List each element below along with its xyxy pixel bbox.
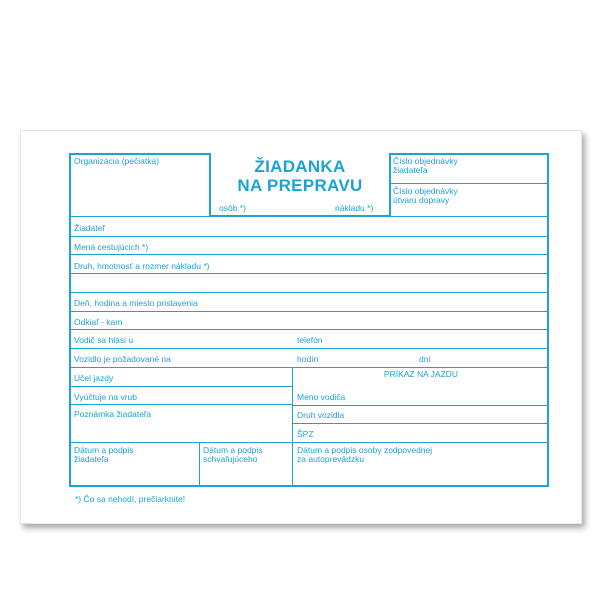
- order-heading: PRÍKAZ NA JAZDU: [383, 369, 459, 379]
- hours-label: hodín: [297, 354, 319, 364]
- days-label: dní: [419, 354, 431, 364]
- signature-divider: [199, 442, 200, 486]
- form-sheet: [20, 130, 582, 524]
- signature-responsible-label: Dátum a podpis osoby zodpovednej za autoprevádzku: [297, 445, 433, 464]
- driver-report-label: Vodič sa hlási u: [74, 335, 134, 345]
- form-title-line2: NA PREPRAVU: [237, 176, 363, 195]
- border-left: [69, 153, 71, 487]
- signature-approver-label: Dátum a podpis schvaľujúceho: [203, 445, 263, 464]
- passenger-names-label: Mená cestujúcich *): [74, 242, 149, 252]
- row-line-9: [69, 367, 549, 368]
- row-line-1: [69, 216, 549, 217]
- border-top-right: [389, 153, 549, 155]
- cargo-label: nákladu *): [335, 203, 374, 213]
- cargo-type-label: Druh, hmotnosť a rozmer nákladu *): [74, 261, 210, 271]
- note-label: Poznámka žiadateľa: [74, 409, 152, 419]
- row-line-12-right: [293, 423, 549, 424]
- transport-request-form: [69, 153, 549, 504]
- row-line-4: [69, 273, 549, 274]
- day-time-place-label: Deň, hodina a miesto pristavenia: [74, 298, 198, 308]
- organization-label: Organizácia (pečiatka): [74, 156, 160, 166]
- from-to-label: Odkiaľ - kam: [74, 317, 123, 327]
- requester-label: Žiadateľ: [74, 223, 105, 233]
- phone-label: telefón: [297, 335, 323, 345]
- vehicle-required-label: Vozidlo je požadované na: [74, 354, 171, 364]
- order-section-divider: [292, 367, 293, 486]
- vehicle-type-label: Druh vozidla: [297, 410, 345, 420]
- persons-label: osôb *): [219, 203, 246, 213]
- row-line-3: [69, 254, 549, 255]
- title-box-right: [389, 153, 391, 217]
- row-line-5: [69, 292, 549, 293]
- row-line-11-right: [293, 405, 549, 406]
- row-line-8: [69, 348, 549, 349]
- order-number-divider: [389, 183, 549, 184]
- border-right: [547, 153, 549, 487]
- signature-requester-label: Dátum a podpis žiadateľa: [74, 445, 134, 464]
- order-number-requester-label: Číslo objednávky žiadateľa: [393, 156, 458, 175]
- border-bottom: [69, 485, 549, 487]
- driver-name-label: Meno vodiča: [297, 392, 346, 402]
- billing-label: Vyúčtuje na vrub: [74, 392, 137, 402]
- border-top-left: [69, 153, 209, 155]
- plate-label: ŠPZ: [297, 429, 314, 439]
- row-line-11-left: [69, 404, 293, 405]
- row-line-2: [69, 236, 549, 237]
- footnote: *) Čo sa nehodí, prečiarknite!: [75, 494, 186, 504]
- row-line-7: [69, 329, 549, 330]
- purpose-label: Účel jazdy: [74, 373, 114, 383]
- row-line-13: [69, 442, 549, 443]
- row-line-10-left: [69, 386, 293, 387]
- row-line-6: [69, 311, 549, 312]
- form-title-line1: ŽIADANKA: [254, 157, 346, 176]
- order-number-transport-label: Číslo objednávky útvaru dopravy: [393, 186, 458, 205]
